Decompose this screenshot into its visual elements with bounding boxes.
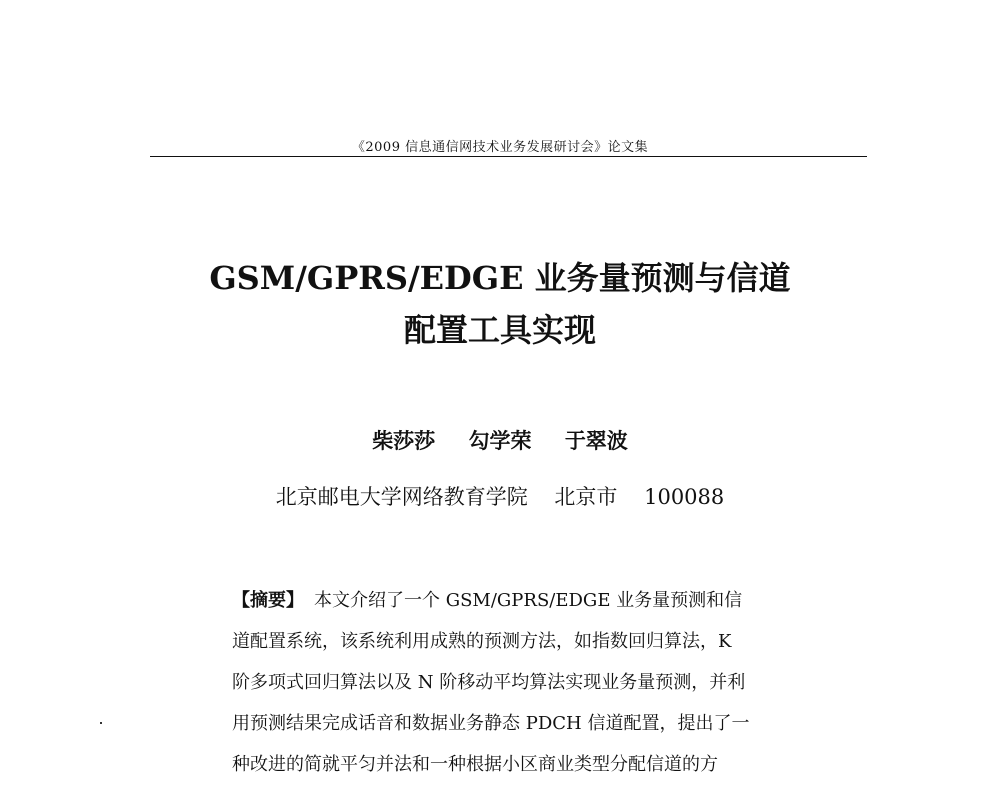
running-header: 《2009 信息通信网技术业务发展研讨会》论文集 [351,140,649,155]
abstract-line: 种改进的简就平匀并法和一种根据小区商业类型分配信道的方 [232,754,718,775]
affiliation-city: 北京市 [554,485,618,509]
paper-title [0,252,1000,356]
affiliation-postcode: 100088 [644,485,725,509]
abstract [232,580,788,785]
author-name: 勾学荣 [468,428,532,453]
affiliation-institution: 北京邮电大学网络教育学院 [275,485,528,509]
abstract-label: 【摘要】 [232,590,304,611]
abstract-line: 道配置系统，该系统利用成熟的预测方法，如指数回归算法，K [232,631,732,652]
affiliation [0,481,1000,511]
title-line-2: 配置工具实现 [403,311,596,349]
abstract-text: 本文介绍了一个 GSM/GPRS/EDGE 业务量预测和信 [314,590,743,611]
author-name: 于翠波 [564,428,628,453]
scan-artifact [100,722,102,724]
author-list [0,425,1000,455]
author-name: 柴莎莎 [372,428,436,453]
abstract-line [232,580,788,621]
title-line-1: GSM/GPRS/EDGE 业务量预测与信道 [209,259,791,297]
header-rule [150,156,867,157]
abstract-line: 用预测结果完成话音和数据业务静态 PDCH 信道配置，提出了一 [232,713,750,734]
abstract-line: 阶多项式回归算法以及 N 阶移动平均算法实现业务量预测，并利 [232,672,746,693]
